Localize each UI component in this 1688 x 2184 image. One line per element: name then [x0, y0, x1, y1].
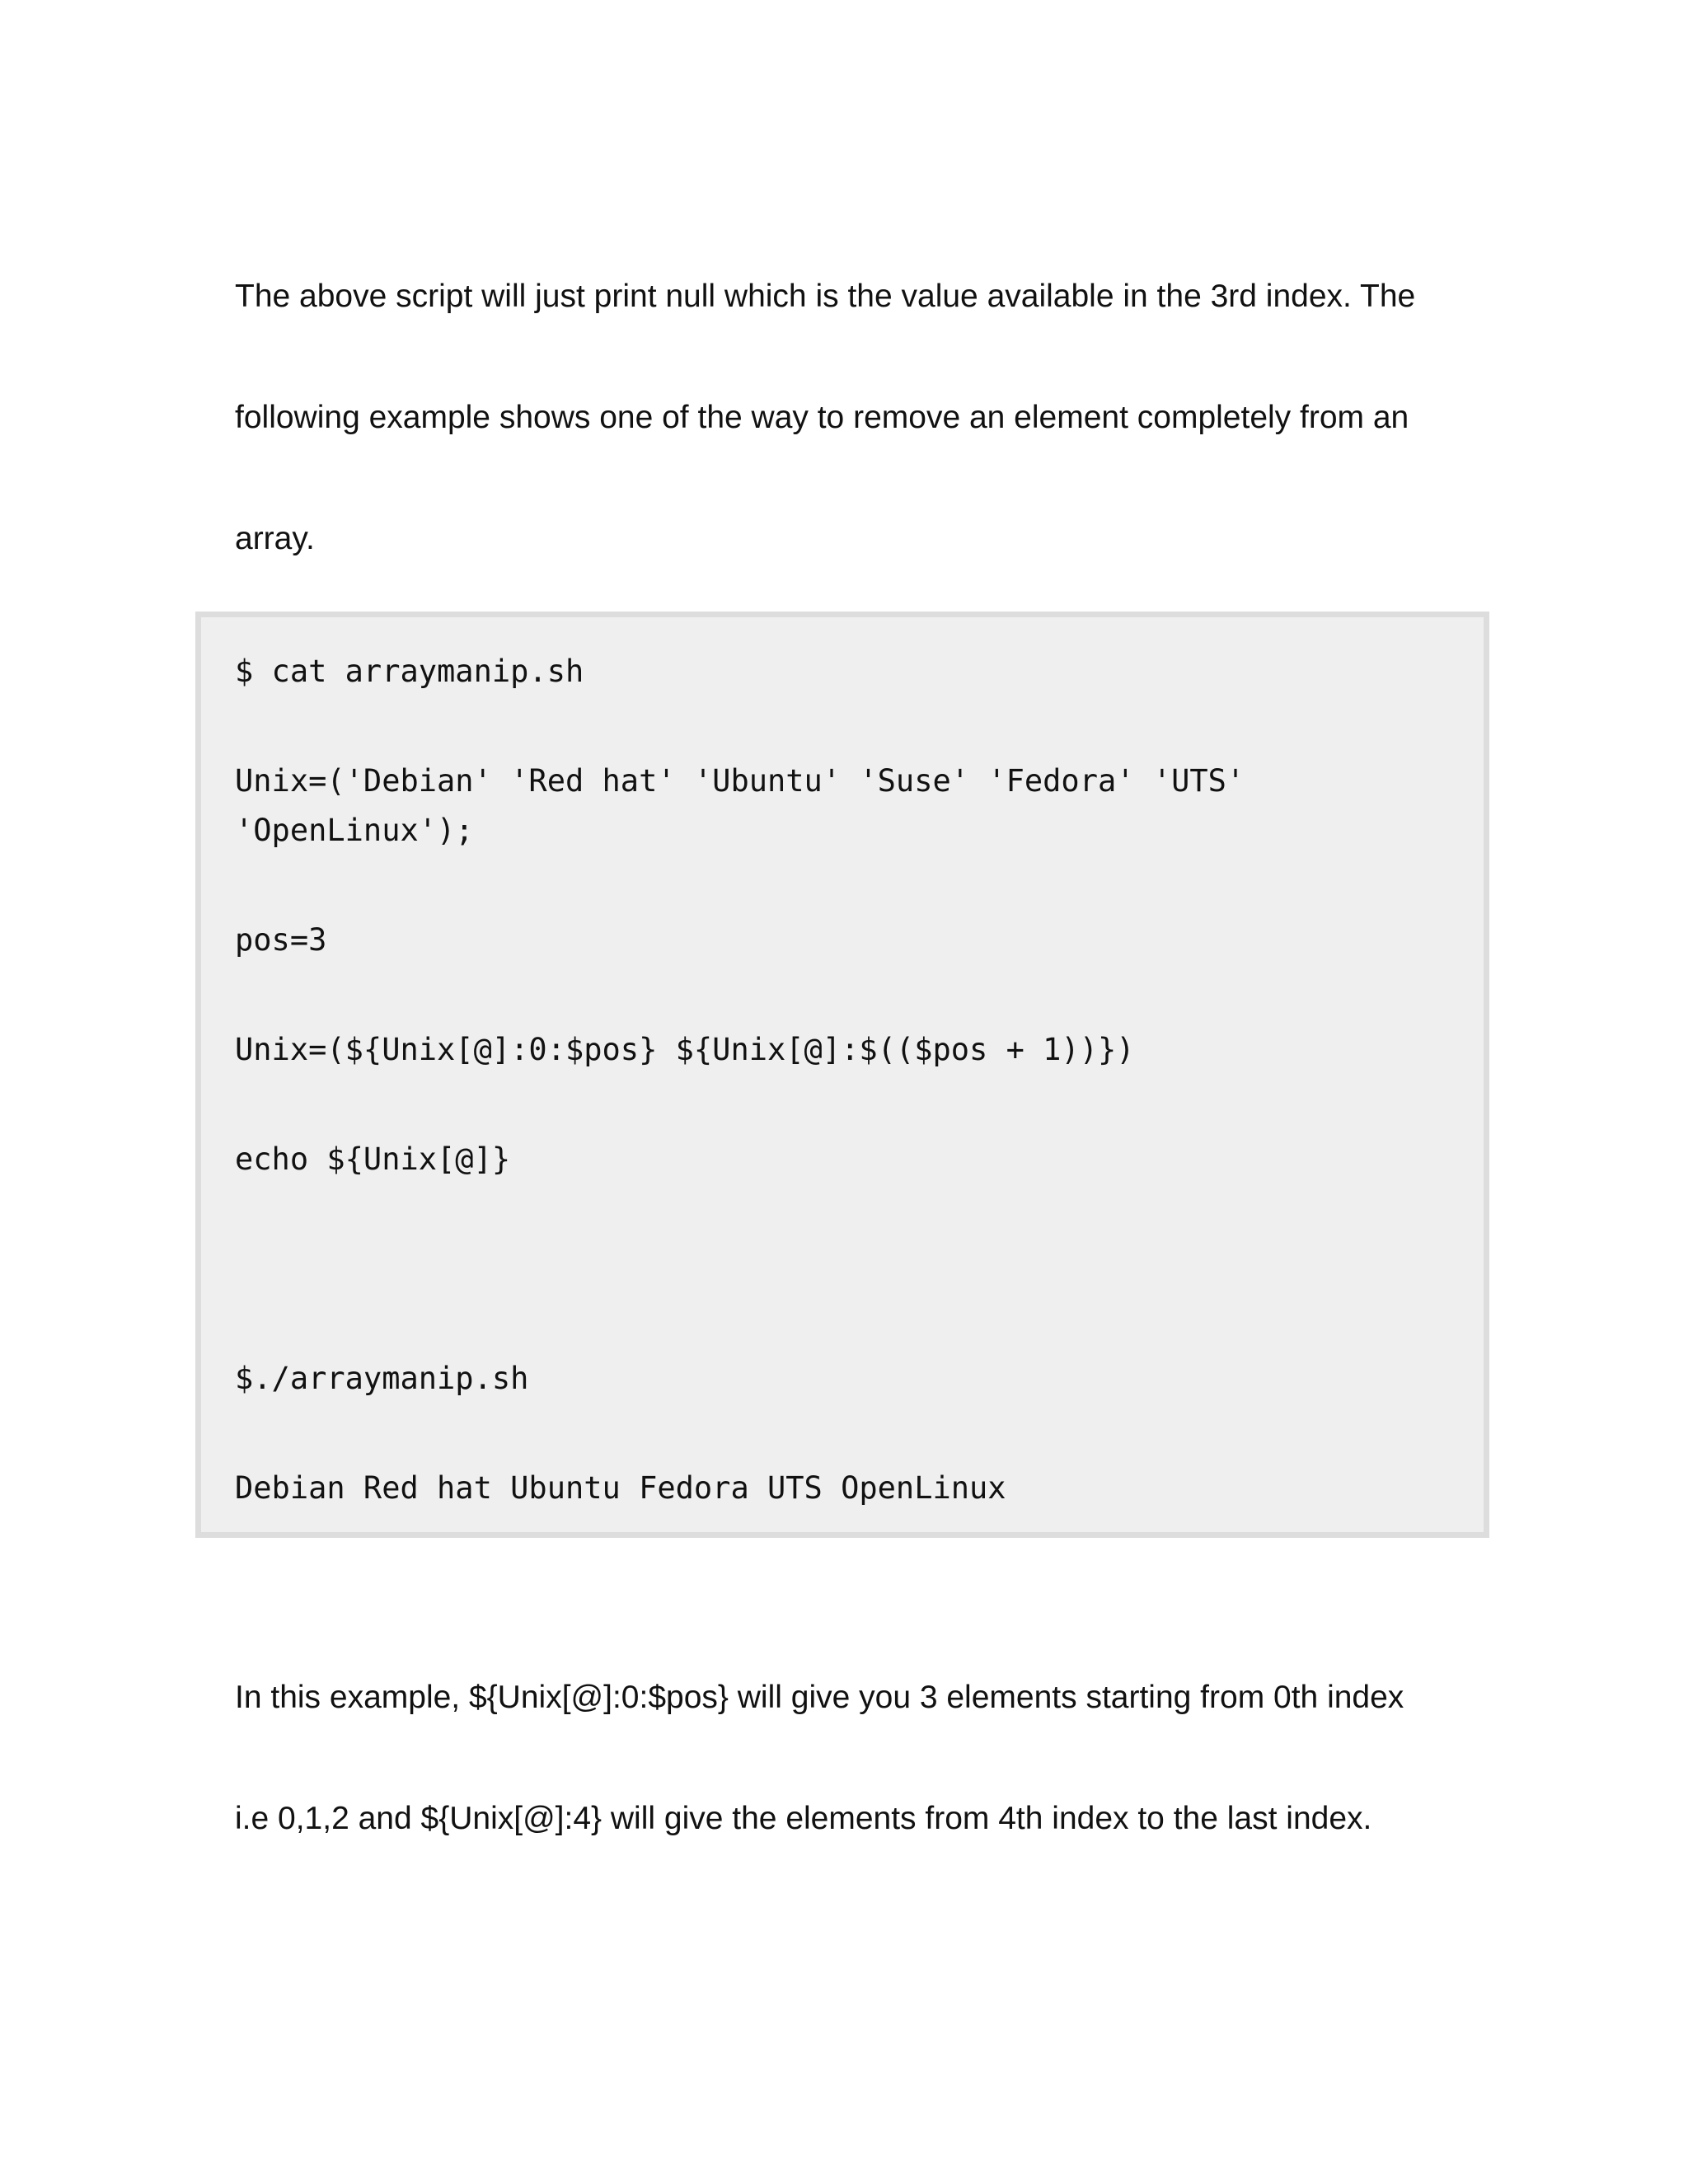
intro-line: The above script will just print null which is the value available in the 3rd index. The [235, 279, 1416, 314]
intro-line: following example shows one of the way to remove an element completely from an [235, 400, 1409, 435]
code-line: Unix=(${Unix[@]:0:$pos} ${Unix[@]:$(($pos + 1))}) [235, 1032, 1135, 1067]
code-line: $ cat arraymanip.sh [235, 654, 584, 689]
code-line: Debian Red hat Ubuntu Fedora UTS OpenLinux [235, 1470, 1006, 1506]
code-line: Unix=('Debian' 'Red hat' 'Ubuntu' 'Suse' 'Fedora' 'UTS' [235, 763, 1245, 799]
code-line: pos=3 [235, 922, 327, 958]
explanation-line: i.e 0,1,2 and ${Unix[@]:4} will give the elements from 4th index to the last index. [235, 1801, 1372, 1836]
code-line: echo ${Unix[@]} [235, 1141, 511, 1177]
code-line: 'OpenLinux'); [235, 813, 474, 848]
code-block [195, 612, 1489, 1538]
explanation-line: In this example, ${Unix[@]:0:$pos} will give you 3 elements starting from 0th index [235, 1680, 1404, 1715]
code-line: $./arraymanip.sh [235, 1361, 529, 1396]
intro-line: array. [235, 521, 315, 556]
